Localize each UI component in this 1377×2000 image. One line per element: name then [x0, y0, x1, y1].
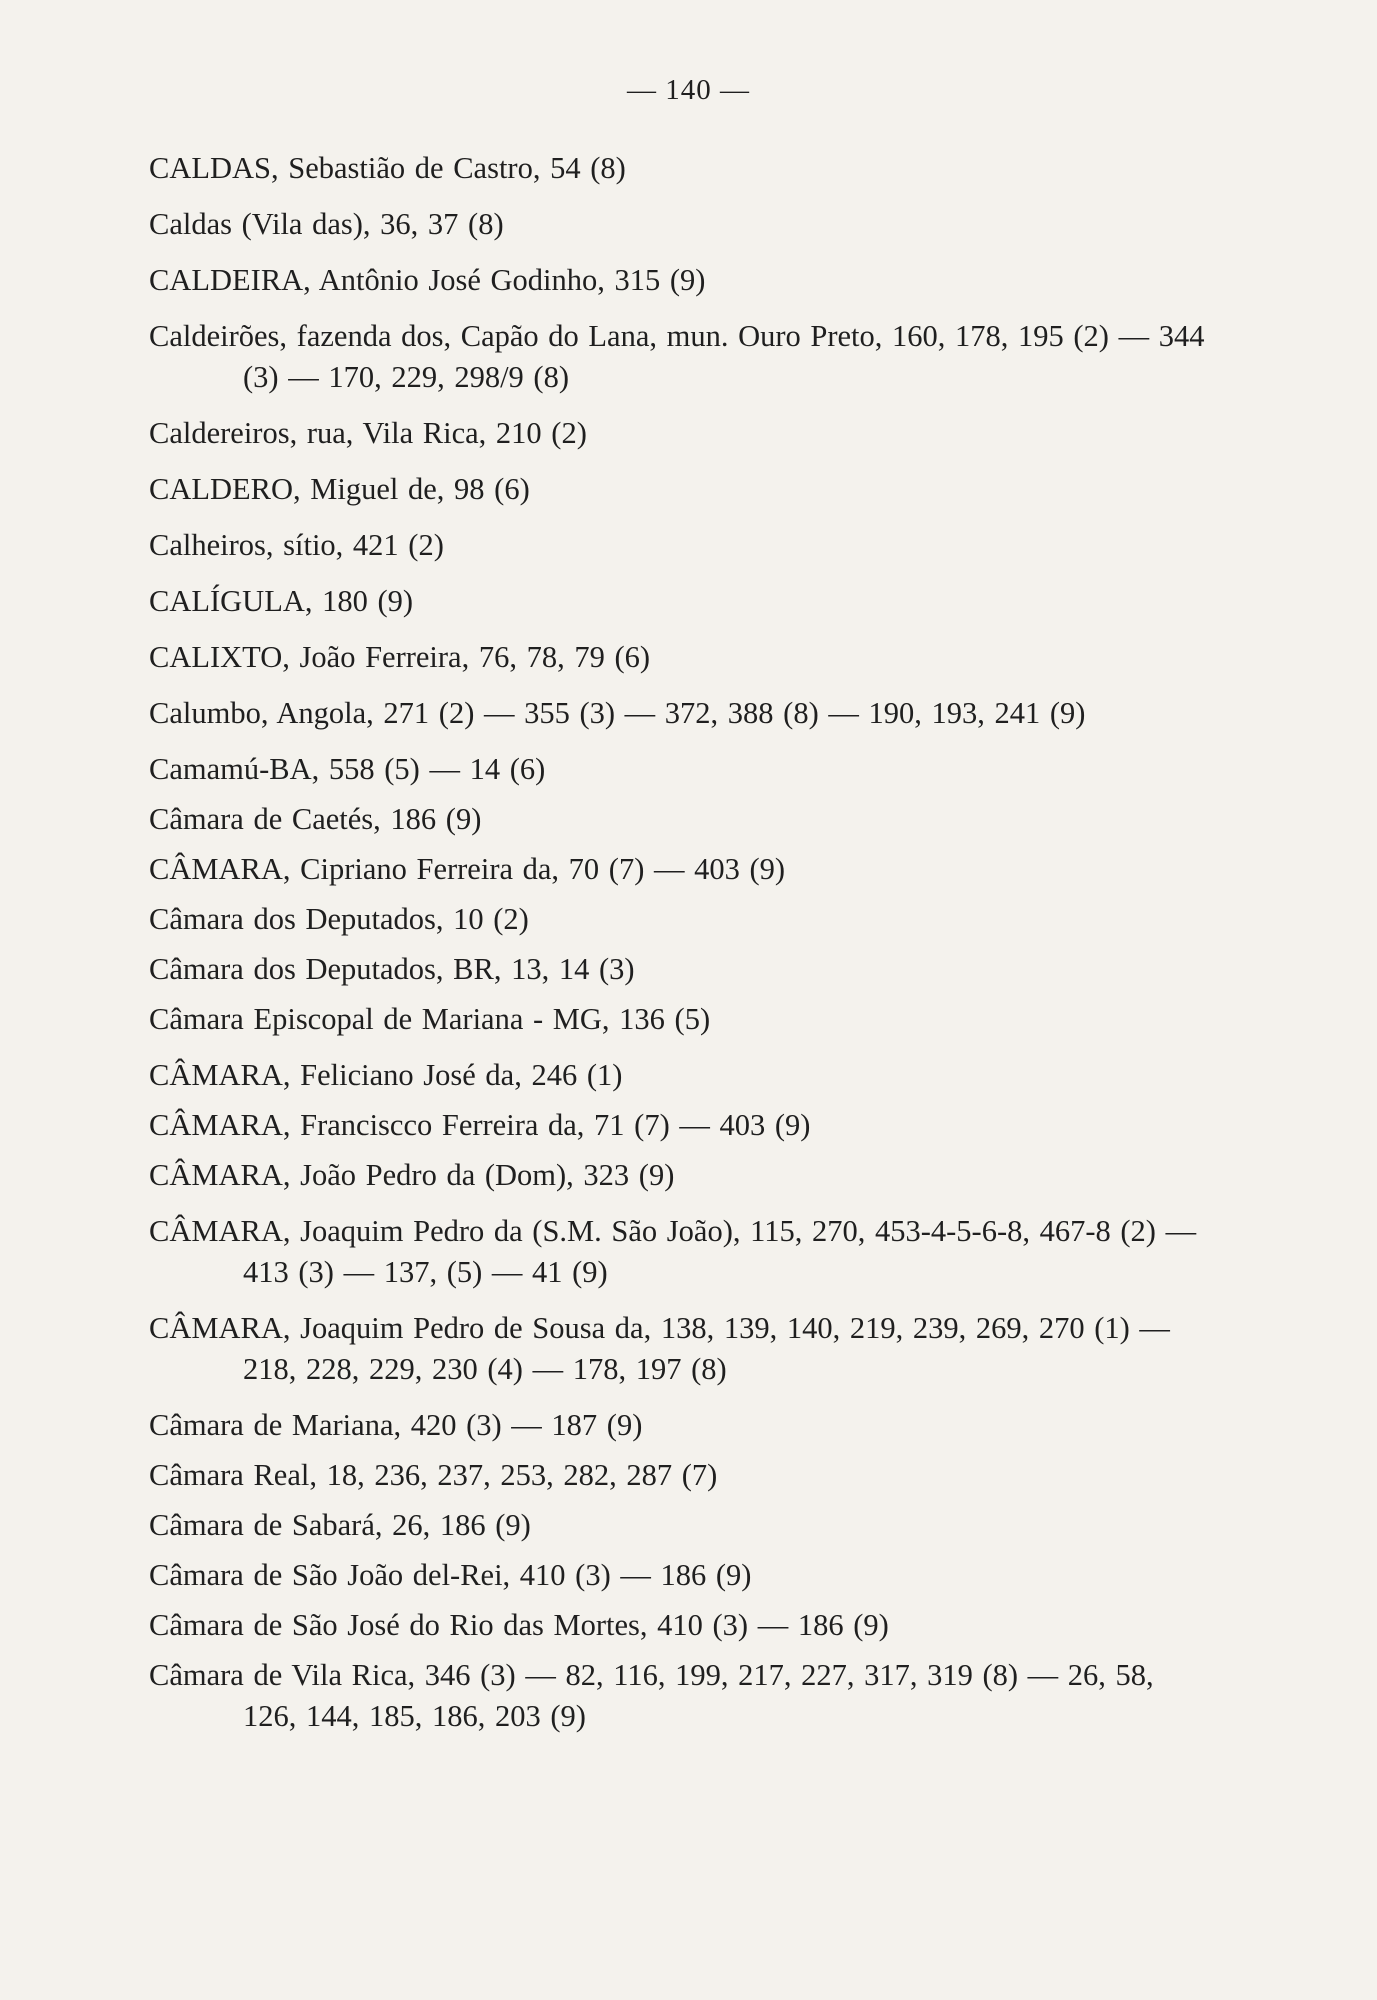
index-entry: Camamú-BA, 558 (5) — 14 (6) — [149, 752, 546, 786]
index-entry: Câmara de São João del-Rei, 410 (3) — 186 (9) — [149, 1558, 752, 1592]
index-entry: Câmara dos Deputados, BR, 13, 14 (3) — [149, 952, 635, 986]
index-entry-list — [149, 148, 1209, 1752]
index-entry: Caldeirões, fazenda dos, Capão do Lana, mun. Ouro Preto, 160, 178, 195 (2) — 344 (3) — 170, 229, 298/9 (8) — [149, 319, 1205, 394]
index-entry: CALÍGULA, 180 (9) — [149, 584, 414, 618]
index-entry: Câmara de Vila Rica, 346 (3) — 82, 116, 199, 217, 227, 317, 319 (8) — 26, 58, 126, 144, 185, 186, 203 (9) — [149, 1658, 1154, 1733]
index-entry: CALDERO, Miguel de, 98 (6) — [149, 472, 530, 506]
index-entry: Câmara Episcopal de Mariana - MG, 136 (5) — [149, 1002, 711, 1036]
index-entry: Calumbo, Angola, 271 (2) — 355 (3) — 372, 388 (8) — 190, 193, 241 (9) — [149, 696, 1086, 730]
index-entry: Caldas (Vila das), 36, 37 (8) — [149, 207, 504, 241]
index-entry: CÂMARA, João Pedro da (Dom), 323 (9) — [149, 1158, 675, 1192]
index-entry: CÂMARA, Joaquim Pedro da (S.M. São João), 115, 270, 453-4-5-6-8, 467-8 (2) — 413 (3) — 137, (5) — 41 (9) — [149, 1214, 1197, 1289]
index-entry: CALDAS, Sebastião de Castro, 54 (8) — [149, 151, 626, 185]
index-entry: CÂMARA, Franciscco Ferreira da, 71 (7) — 403 (9) — [149, 1108, 811, 1142]
index-entry: Calheiros, sítio, 421 (2) — [149, 528, 444, 562]
index-entry: CÂMARA, Joaquim Pedro de Sousa da, 138, 139, 140, 219, 239, 269, 270 (1) — 218, 228, 229, 230 (4) — 178, 197 (8) — [149, 1311, 1170, 1386]
index-entry: Câmara de São José do Rio das Mortes, 410 (3) — 186 (9) — [149, 1608, 889, 1642]
index-entry: CÂMARA, Feliciano José da, 246 (1) — [149, 1058, 623, 1092]
page-number: — 140 — — [627, 74, 750, 106]
index-entry: CALIXTO, João Ferreira, 76, 78, 79 (6) — [149, 640, 651, 674]
index-entry: Câmara dos Deputados, 10 (2) — [149, 902, 529, 936]
index-entry: Câmara de Caetés, 186 (9) — [149, 802, 482, 836]
index-entry: Câmara de Mariana, 420 (3) — 187 (9) — [149, 1408, 643, 1442]
index-entry: Câmara de Sabará, 26, 186 (9) — [149, 1508, 531, 1542]
index-entry: Caldereiros, rua, Vila Rica, 210 (2) — [149, 416, 587, 450]
index-entry: CALDEIRA, Antônio José Godinho, 315 (9) — [149, 263, 706, 297]
index-entry: CÂMARA, Cipriano Ferreira da, 70 (7) — 403 (9) — [149, 852, 786, 886]
index-entry: Câmara Real, 18, 236, 237, 253, 282, 287 (7) — [149, 1458, 718, 1492]
